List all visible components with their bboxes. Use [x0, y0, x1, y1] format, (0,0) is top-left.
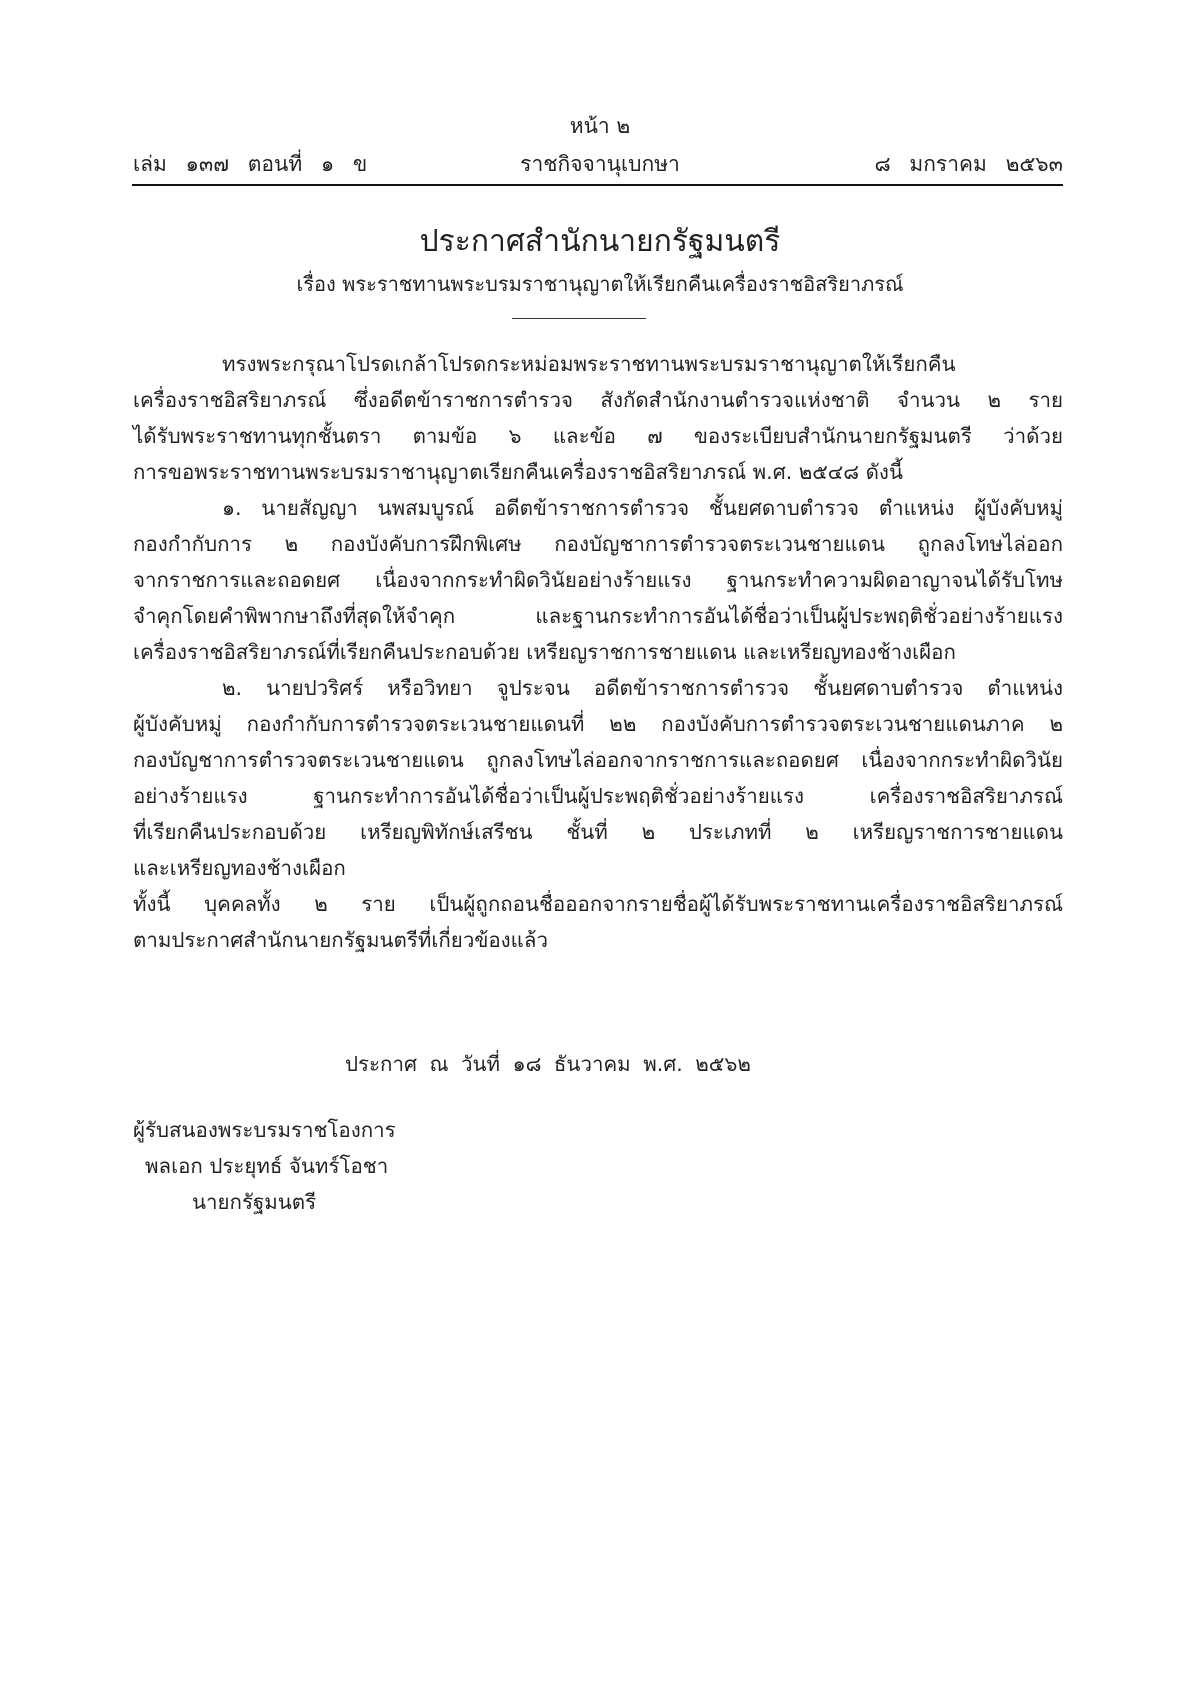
- gazette-name: ราชกิจจานุเบกษา: [520, 152, 680, 176]
- body-line: การขอพระราชทานพระบรมราชานุญาตเรียกคืนเครื่องราชอิสริยาภรณ์ พ.ศ. ๒๕๔๘ ดังนี้: [133, 460, 903, 484]
- body-line: ทั้งนี้ บุคคลทั้ง ๒ ราย เป็นผู้ถูกถอนชื่อออกจากรายชื่อผู้ได้รับพระราชทานเครื่องราชอิสริยาภรณ์: [133, 892, 1063, 916]
- gazette-volume-issue: เล่ม ๑๓๗ ตอนที่ ๑ ข: [133, 152, 368, 176]
- body-line: จำคุกโดยคำพิพากษาถึงที่สุดให้จำคุก และฐานกระทำการอันได้ชื่อว่าเป็นผู้ประพฤติชั่วอย่างร้ายแรง: [133, 604, 1063, 628]
- body-line: ๒. นายปวริศร์ หรือวิทยา จูประจน อดีตข้าราชการตำรวจ ชั้นยศดาบตำรวจ ตำแหน่ง: [222, 676, 1063, 700]
- body-line: และเหรียญทองช้างเผือก: [133, 856, 346, 880]
- signatory-position: นายกรัฐมนตรี: [192, 1190, 317, 1214]
- body-line: ที่เรียกคืนประกอบด้วย เหรียญพิทักษ์เสรีชน ชั้นที่ ๒ ประเภทที่ ๒ เหรียญราชการชายแดน: [133, 820, 1063, 844]
- body-line: ผู้บังคับหมู่ กองกำกับการตำรวจตระเวนชายแดนที่ ๒๒ กองบังคับการตำรวจตระเวนชายแดนภาค ๒: [133, 712, 1063, 736]
- announcement-date: ประกาศ ณ วันที่ ๑๘ ธันวาคม พ.ศ. ๒๕๖๒: [345, 1052, 751, 1076]
- body-line: ทรงพระกรุณาโปรดเกล้าโปรดกระหม่อมพระราชทานพระบรมราชานุญาตให้เรียกคืน: [222, 352, 956, 376]
- body-line: ได้รับพระราชทานทุกชั้นตรา ตามข้อ ๖ และข้อ ๗ ของระเบียบสำนักนายกรัฐมนตรี ว่าด้วย: [133, 424, 1063, 448]
- body-line: เครื่องราชอิสริยาภรณ์ ซึ่งอดีตข้าราชการตำรวจ สังกัดสำนักงานตำรวจแห่งชาติ จำนวน ๒ ราย: [133, 388, 1063, 412]
- document-title: ประกาศสำนักนายกรัฐมนตรี: [419, 224, 781, 259]
- page-number: หน้า ๒: [569, 114, 631, 138]
- body-line: กองบัญชาการตำรวจตระเวนชายแดน ถูกลงโทษไล่ออกจากราชการและถอดยศ เนื่องจากกระทำผิดวินัย: [133, 748, 1063, 772]
- body-line: ตามประกาศสำนักนายกรัฐมนตรีที่เกี่ยวข้องแล้ว: [133, 928, 548, 952]
- body-line: กองกำกับการ ๒ กองบังคับการฝึกพิเศษ กองบัญชาการตำรวจตระเวนชายแดน ถูกลงโทษไล่ออก: [133, 532, 1063, 556]
- document-subject: เรื่อง พระราชทานพระบรมราชานุญาตให้เรียกคืนเครื่องราชอิสริยาภรณ์: [296, 272, 904, 296]
- signatory-name: พลเอก ประยุทธ์ จันทร์โอชา: [145, 1154, 389, 1178]
- body-line: เครื่องราชอิสริยาภรณ์ที่เรียกคืนประกอบด้วย เหรียญราชการชายแดน และเหรียญทองช้างเผือก: [133, 640, 956, 664]
- gazette-date: ๘ มกราคม ๒๕๖๓: [874, 152, 1063, 176]
- countersign-label: ผู้รับสนองพระบรมราชโองการ: [133, 1118, 396, 1142]
- header-divider: [132, 184, 1063, 186]
- title-divider: [512, 318, 646, 319]
- body-line: จากราชการและถอดยศ เนื่องจากกระทำผิดวินัยอย่างร้ายแรง ฐานกระทำความผิดอาญาจนได้รับโทษ: [133, 568, 1063, 592]
- body-line: อย่างร้ายแรง ฐานกระทำการอันได้ชื่อว่าเป็นผู้ประพฤติชั่วอย่างร้ายแรง เครื่องราชอิสริยาภรณ์: [133, 784, 1063, 808]
- document-body: [133, 346, 1063, 958]
- body-line: ๑. นายสัญญา นพสมบูรณ์ อดีตข้าราชการตำรวจ ชั้นยศดาบตำรวจ ตำแหน่ง ผู้บังคับหมู่: [222, 496, 1063, 520]
